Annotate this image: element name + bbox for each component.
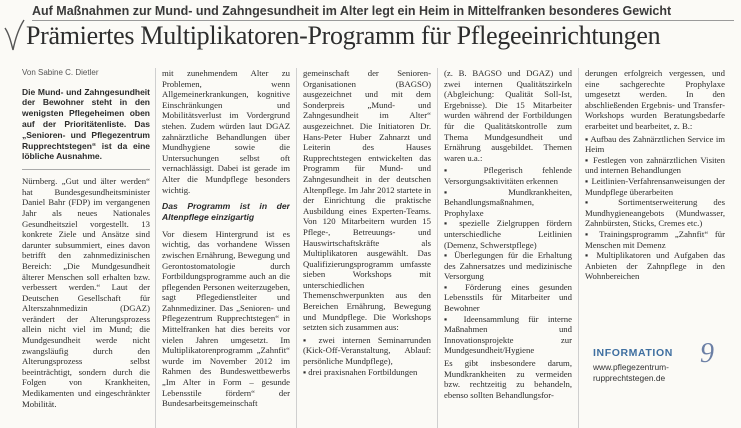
column-4-tail-text: Es gibt insbesondere darum, Mundkrankheiten zu vermeiden bzw. rechtzeitig zu behandeln, ebenso sollten Behandlungsfor- xyxy=(444,358,572,400)
info-url-line-1: www.pflegezentrum- xyxy=(593,362,669,372)
column-divider xyxy=(437,68,438,428)
column-5-list xyxy=(585,134,725,282)
column-1 xyxy=(22,68,150,428)
column-3 xyxy=(303,68,431,428)
column-2-text: Vor diesem Hintergrund ist es wichtig, das vorhandene Wissen zwischen Ernährung, Bewegung und Gerontostomatologie durch Fortbildungsprogramme auch an die pflegenden Personen weiterzugeben, sagt Pflegedienstleiter und Zahnmediziner. Das „Senioren- und Pflegezentrum Rupprechtstegen“ in Mittelfranken hat dies bereits vor vielen Jahren umgesetzt. Im Multiplikatorenprogramm „Zahnfit“ wurde im November 2012 im Rahmen des Bundeswettbewerbs „Im Alter in Form – gesunde Lebensstile fördern“ der Bundesarbeitsgemeinschaft xyxy=(162,228,290,409)
list-item: ▪ drei praxisnahen Fortbildungen xyxy=(303,366,418,377)
list-item: ▪ Trainingsprogramm „Zahnfit“ für Menschen mit Demenz xyxy=(585,228,725,250)
list-item: ▪ spezielle Zielgruppen fördern unterschiedliche Leitlinien (Demenz, Schwerstpflege) xyxy=(444,218,572,250)
list-item: ▪ Pflegerisch fehlende Versorgungsaktivitäten erkennen xyxy=(444,165,572,186)
list-item: ▪ Überlegungen für die Erhaltung des Zahnersatzes und medizinische Versorgung xyxy=(444,250,572,282)
list-item: ▪ Multiplikatoren und Aufgaben das Anbieten der Zahnpflege in den Wohnbereichen xyxy=(585,250,725,282)
column-3-text: gemeinschaft der Senioren-Organisationen (BAGSO) ausgezeichnet und mit dem Sonderpreis „Mund- und Zahngesundheit im Alter“ ausgezeichnet. Die Initiatoren Dr. Hans-Peter Huber Zahnarzt und Leiterin des Hauses Rupprechtstegen entwickelten das Programm für Mund- und Zahngesundheit in der deutschen Altenpflege. Im Jahr 2012 startete in der Einrichtung die praktische Ausbildung eines Experten-Teams. Von 120 Mitarbeitern wurden 15 Pflege-, Betreuungs- und Hauswirtschaftskräfte als Multiplikatoren ausgewählt. Das Qualifizierungsprogramm umfasste sieben Workshops mit unterschiedlichen Themenschwerpunkten aus den Bereichen Ernährung, Bewegung und Mundpflege. Die Workshops setzten sich zusammen aus: xyxy=(303,68,431,333)
column-divider xyxy=(578,68,579,428)
column-divider xyxy=(155,68,156,428)
column-5-text: derungen erfolgreich vergessen, und eine sachgerechte Prophylaxe umgesetzt werden. In den abschließenden Ergebnis- und Transfer-Workshops wurden Beratungsbedarfe erarbeitet und bearbeitet, z. B.: xyxy=(585,68,725,131)
column-5 xyxy=(585,68,725,338)
handwritten-margin-number: 9 xyxy=(700,338,714,369)
article-kicker: Auf Maßnahmen zur Mund- und Zahngesundheit im Alter legt ein Heim in Mittelfranken besonderes Gewicht xyxy=(32,4,672,18)
column-2-subheading: Das Programm ist in der Altenpflege einzigartig xyxy=(162,201,290,222)
list-item: ▪ Ideensammlung für interne Maßnahmen und Innovationsprojekte zur Mundgesundheit/Hygiene xyxy=(444,313,572,356)
column-4 xyxy=(444,68,572,428)
info-url-line-2: rupprechtstegen.de xyxy=(593,373,666,383)
list-item: ▪ zwei internen Seminarrunden (Kick-Off-Veranstaltung, Ablauf: persönliche Mundpflege), xyxy=(303,334,431,367)
information-title: INFORMATION xyxy=(593,347,673,359)
article-lead: Die Mund- und Zahngesundheit der Bewohner steht in den wenigsten Pflegeheimen oben auf der Prioritätenliste. Das „Senioren- und Pflegezentrum Rupprechtstegen“ ist da eine löbliche Ausnahme. xyxy=(22,86,150,162)
column-3-list xyxy=(303,335,431,377)
list-item: ▪ Förderung eines gesunden Lebensstils für Mitarbeiter und Bewohner xyxy=(444,281,572,314)
handwritten-check-mark xyxy=(3,18,25,54)
column-divider xyxy=(296,68,297,428)
column-4-text: (z. B. BAGSO und DGAZ) und zwei internen Qualitätszirkeln (Abgleichung: Qualität Soll-Ist, Ergebnisse). Die 15 Mitarbeiter wurden während der Fortbildungen für die Qualitätskontrolle zum Thema Mundgesundheit und Ernährung ausgebildet. Themen waren u.a.: xyxy=(444,68,572,163)
list-item: ▪ Sortimentserweiterung des Mundhygieneangebots (Mundwasser, Zahnbürsten, Sticks, Cremes etc.) xyxy=(585,197,725,229)
column-4-list xyxy=(444,165,572,356)
column-2-top-text: mit zunehmendem Alter zu Problemen, wenn Allgemeinerkrankungen, kognitive Einschränkungen und Mobilitätsverlust im Vordergrund stehen. Zudem würden laut DGAZ zahnärztliche Behandlungen über Mundhygiene sowie die Untersuchungen selbst oft vernachlässigt. Dabei ist gerade im Alter die Mundpflege besonders wichtig. xyxy=(162,68,290,195)
list-item: ▪ Leitlinien-Verfahrensanweisungen der Mundpflege überarbeiten xyxy=(585,175,725,197)
list-item: ▪ Festlegen von zahnärztlichen Visiten und internen Behandlungen xyxy=(585,154,725,176)
column-2 xyxy=(162,68,290,428)
list-item: ▪ Aufbau des Zahnärztlichen Service im Heim xyxy=(585,133,725,155)
article-headline: Prämiertes Multiplikatoren-Programm für Pflegeeinrichtungen xyxy=(26,21,661,50)
article-byline: Von Sabine C. Dietler xyxy=(22,68,99,77)
list-item: ▪ Mundkrankheiten, Behandlungsmaßnahmen, Prophylaxe xyxy=(444,186,572,218)
lead-divider xyxy=(22,169,150,170)
column-1-text: Nürnberg. „Gut und älter werden“ hat Bundesgesundheitsminister Daniel Bahr (FDP) im vergangenen Jahr als neues Nationales Gesundheitsziel vorgestellt. 13 konkrete Ziele und Ansätze sind darunter subsummiert, eines davon betrifft den zahnmedizinischen Bereich: „Die Mundgesundheit älterer Menschen soll erhalten bzw. verbessert werden.“ Laut der Deutschen Gesellschaft für Alterszahnmedizin (DGAZ) verändert der Alterungsprozess allein nicht viel im Mund; die Mundgesundheit werde nicht zwangsläufig durch den Alterungsprozess selbst beeinträchtigt, sondern durch die Folgen von Krankheiten, Medikamenten und eingeschränkter Mobilität. xyxy=(22,176,150,409)
